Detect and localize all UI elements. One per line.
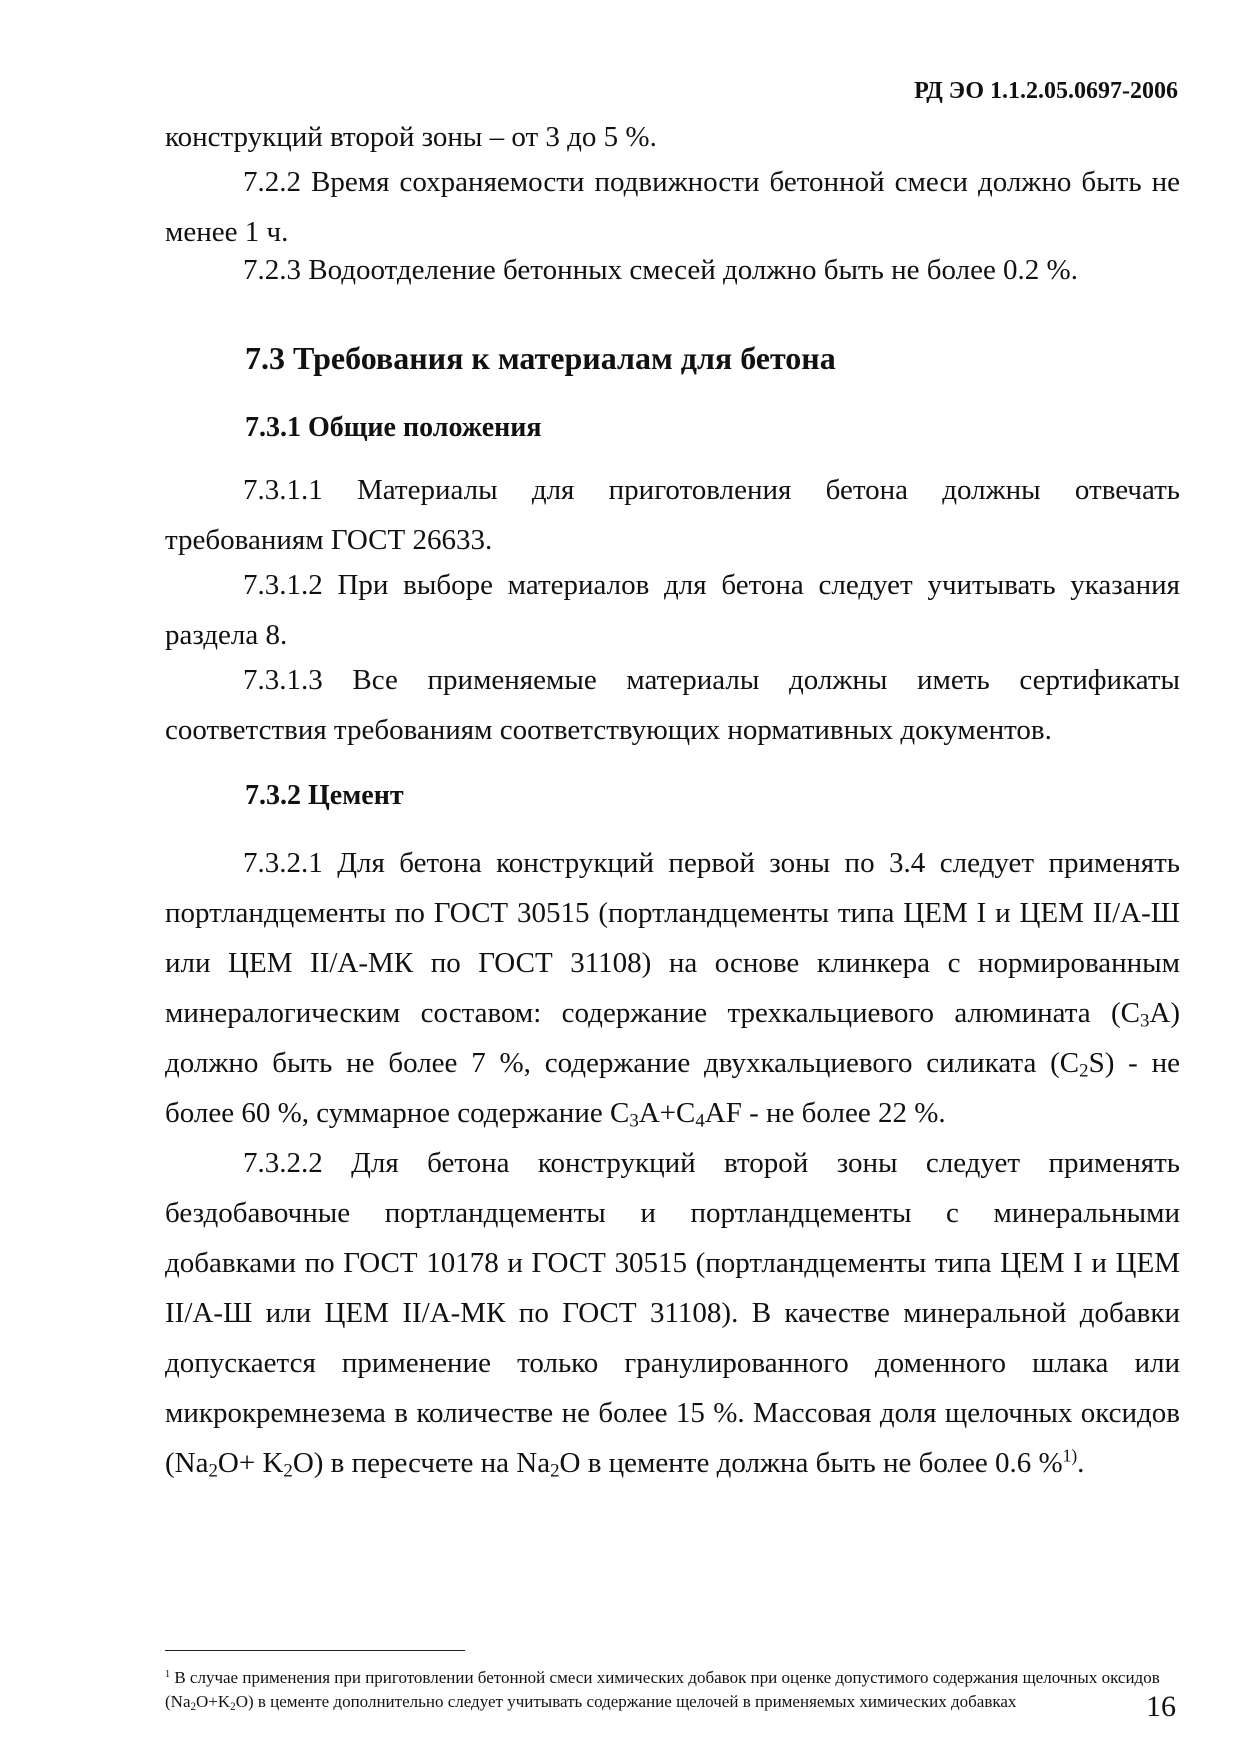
paragraph-7-3-2-1: [165, 838, 1180, 1138]
subscript: 4: [695, 1110, 705, 1132]
subscript: 2: [230, 1700, 236, 1713]
text-run: S) - не более 60 %, суммарное содержание C: [165, 1047, 1180, 1129]
text-run: 7.3.2.2 Для бетона конструкций второй зоны следует применять бездобавочные портландцементы и портландцементы с минеральными добавками по ГОСТ 10178 и ГОСТ 30515 (портландцементы типа ЦЕМ I и ЦЕМ II/А-Ш или ЦЕМ II/А-МК по ГОСТ 31108). В качестве минеральной добавки допускается применение только гранулированного доменного шлака или микрокремнезема в количестве не более 15 %. Массовая доля щелочных оксидов (Na: [165, 1147, 1180, 1479]
heading-7-3-2-title: Цемент: [308, 780, 404, 811]
heading-7-3-2: [245, 780, 404, 812]
subscript: 3: [629, 1110, 639, 1132]
heading-7-3-1-number: 7.3.1: [245, 412, 301, 443]
paragraph-7-3-2-2: [165, 1138, 1180, 1488]
footnote-separator: [165, 1650, 465, 1651]
paragraph-7-2-2: 7.2.2 Время сохраняемости подвижности бетонной смеси должно быть не менее 1 ч.: [165, 166, 1180, 248]
footnote: [165, 1666, 1180, 1714]
paragraph-7-2-3: 7.2.3 Водоотделение бетонных смесей должно быть не более 0.2 %.: [243, 254, 1078, 286]
footnote-reference: 1): [1062, 1445, 1078, 1466]
heading-7-3: 7.3 Требования к материалам для бетона: [245, 340, 836, 376]
text-run: 7.3.2.1 Для бетона конструкций первой зоны по 3.4 следует применять портландцементы по ГОСТ 30515 (портландцементы типа ЦЕМ I и ЦЕМ II/А-Ш или ЦЕМ II/А-МК по ГОСТ 31108) на основе клинкера с нормированным минералогическим составом: содержание трехкальциевого алюмината (C: [165, 847, 1180, 1029]
footnote-text: В случае применения при приготовлении бетонной смеси химических добавок при оценке допустимого содержания щелочных оксидов (Na: [165, 1668, 1160, 1711]
heading-7-3-1-title: Общие положения: [308, 412, 542, 443]
paragraph-continuation: конструкций второй зоны – от 3 до 5 %.: [165, 121, 657, 153]
text-run: AF - не более 22 %.: [704, 1097, 946, 1129]
subscript: 2: [283, 1460, 293, 1482]
subscript: 2: [208, 1460, 218, 1482]
document-code: РД ЭО 1.1.2.05.0697-2006: [914, 78, 1178, 104]
subscript: 2: [550, 1460, 560, 1482]
text-run: O в цементе должна быть не более 0.6 %: [559, 1447, 1063, 1479]
subscript: 3: [1139, 1010, 1150, 1032]
paragraph-7-3-1-3: 7.3.1.3 Все применяемые материалы должны иметь сертификаты соответствия требованиям соответствующих нормативных документов.: [165, 664, 1180, 746]
footnote-text: O) в цементе дополнительно следует учитывать содержание щелочей в применяемых химических добавках: [235, 1692, 1017, 1711]
paragraph-7-3-1-1: 7.3.1.1 Материалы для приготовления бетона должны отвечать требованиям ГОСТ 26633.: [165, 474, 1180, 556]
text-run: A+C: [638, 1097, 696, 1129]
text-run: A) должно быть не более 7 %, содержание двухкальциевого силиката (C: [165, 997, 1180, 1079]
subscript: 2: [1079, 1060, 1089, 1082]
heading-7-3-1: [245, 412, 542, 444]
text-run: .: [1077, 1447, 1085, 1479]
heading-7-3-2-number: 7.3.2: [245, 780, 301, 811]
footnote-text: O+K: [196, 1692, 231, 1711]
page-number: 16: [1146, 1690, 1176, 1723]
paragraph-7-3-1-2: 7.3.1.2 При выборе материалов для бетона следует учитывать указания раздела 8.: [165, 569, 1180, 651]
text-run: O+ K: [217, 1447, 284, 1479]
subscript: 2: [190, 1700, 197, 1713]
text-run: O) в пересчете на Na: [292, 1447, 551, 1479]
footnote-mark: 1: [165, 1668, 171, 1680]
